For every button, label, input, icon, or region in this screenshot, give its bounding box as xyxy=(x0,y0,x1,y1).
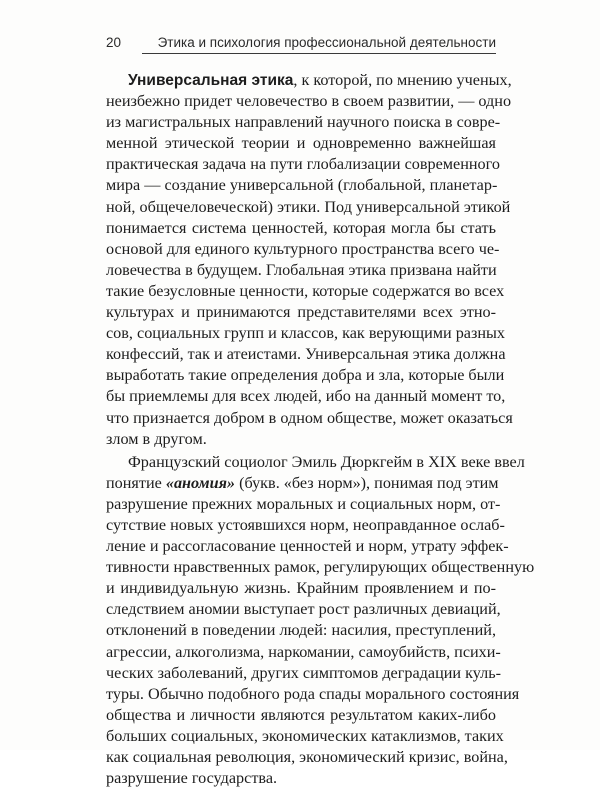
text-line xyxy=(106,70,512,91)
text-line: что признается добром в одном обществе, может оказаться xyxy=(106,408,513,427)
text-line: общества и личности являются результатом каких-либо xyxy=(106,705,496,724)
text-line: бы приемлемы для всех людей, ибо на данный момент то, xyxy=(106,387,506,406)
text-line: разрушение прежних моральных и социальных норм, от- xyxy=(106,494,501,513)
paragraph xyxy=(106,452,535,789)
text-line: и индивидуальную жизнь. Крайним проявлением и по- xyxy=(106,579,496,598)
text-line: основой для единого культурного пространства всего че- xyxy=(106,239,500,258)
text-line: понимается система ценностей, которая могла бы стать xyxy=(106,218,496,237)
text-line: выработать такие определения добра и зла, которые были xyxy=(106,366,505,385)
text-line: из магистральных направлений научного поиска в совре- xyxy=(106,113,501,132)
text-line: ление и рассогласование ценностей и норм, утрату эффек- xyxy=(106,537,509,556)
emphasized-term: «аномия» xyxy=(165,473,236,492)
header-rule xyxy=(142,53,496,54)
text-line: ловечества в будущем. Глобальная этика призвана найти xyxy=(106,260,497,279)
text-line: разрушение государства. xyxy=(106,769,278,788)
page-number: 20 xyxy=(106,35,122,50)
text-line: туры. Обычно подобного рода спады морального состояния xyxy=(106,684,520,703)
text-line: конфессий, так и атеистами. Универсальная этика должна xyxy=(106,345,506,364)
text-line: сутствие новых устоявшихся норм, неоправданное ослаб- xyxy=(106,515,505,534)
text-line: Французский социолог Эмиль Дюркгейм в XIX веке ввел xyxy=(128,452,525,471)
text-line: следствием аномии выступает рост различных девиаций, xyxy=(106,600,501,619)
text-line: неизбежно придет человечество в своем развитии, — одно xyxy=(106,92,512,111)
text-line: сов, социальных групп и классов, как верующими разных xyxy=(106,324,506,343)
text-line: отклонений в поведении людей: насилия, преступлений, xyxy=(106,621,496,640)
body-text xyxy=(106,70,535,789)
text-line xyxy=(106,473,499,494)
text-line: ческих заболеваний, других симптомов деградации куль- xyxy=(106,663,501,682)
text-line: такие безусловные ценности, которые содержатся во всех xyxy=(106,281,505,300)
line-text: (букв. «без норм»), понимая под этим xyxy=(235,473,499,492)
text-line: менной этической теории и одновременно важнейшая xyxy=(106,134,496,153)
paragraph xyxy=(106,70,513,450)
running-title: Этика и психология профессиональной деятельности xyxy=(157,35,496,50)
text-line: ной, общечеловеческой) этики. Под универсальной этикой xyxy=(106,197,511,216)
emphasized-term: Универсальная этика xyxy=(128,72,294,89)
text-line: больших социальных, экономических катаклизмов, таких xyxy=(106,726,504,745)
line-text: , к которой, по мнению ученых, xyxy=(293,71,512,89)
text-line: как социальная революция, экономический кризис, война, xyxy=(106,748,508,766)
text-line: практическая задача на пути глобализации современного xyxy=(106,155,500,174)
text-line: агрессии, алкоголизма, наркомании, самоубийств, психи- xyxy=(106,642,501,661)
line-text: понятие xyxy=(106,473,166,492)
page-header xyxy=(106,34,496,58)
text-line: тивности нравственных рамок, регулирующих общественную xyxy=(106,558,535,577)
text-line: злом в другом. xyxy=(106,429,207,448)
text-line: культурах и принимаются представителями всех этно- xyxy=(106,303,496,322)
text-line: мира — создание универсальной (глобальной, планетар- xyxy=(106,176,498,195)
